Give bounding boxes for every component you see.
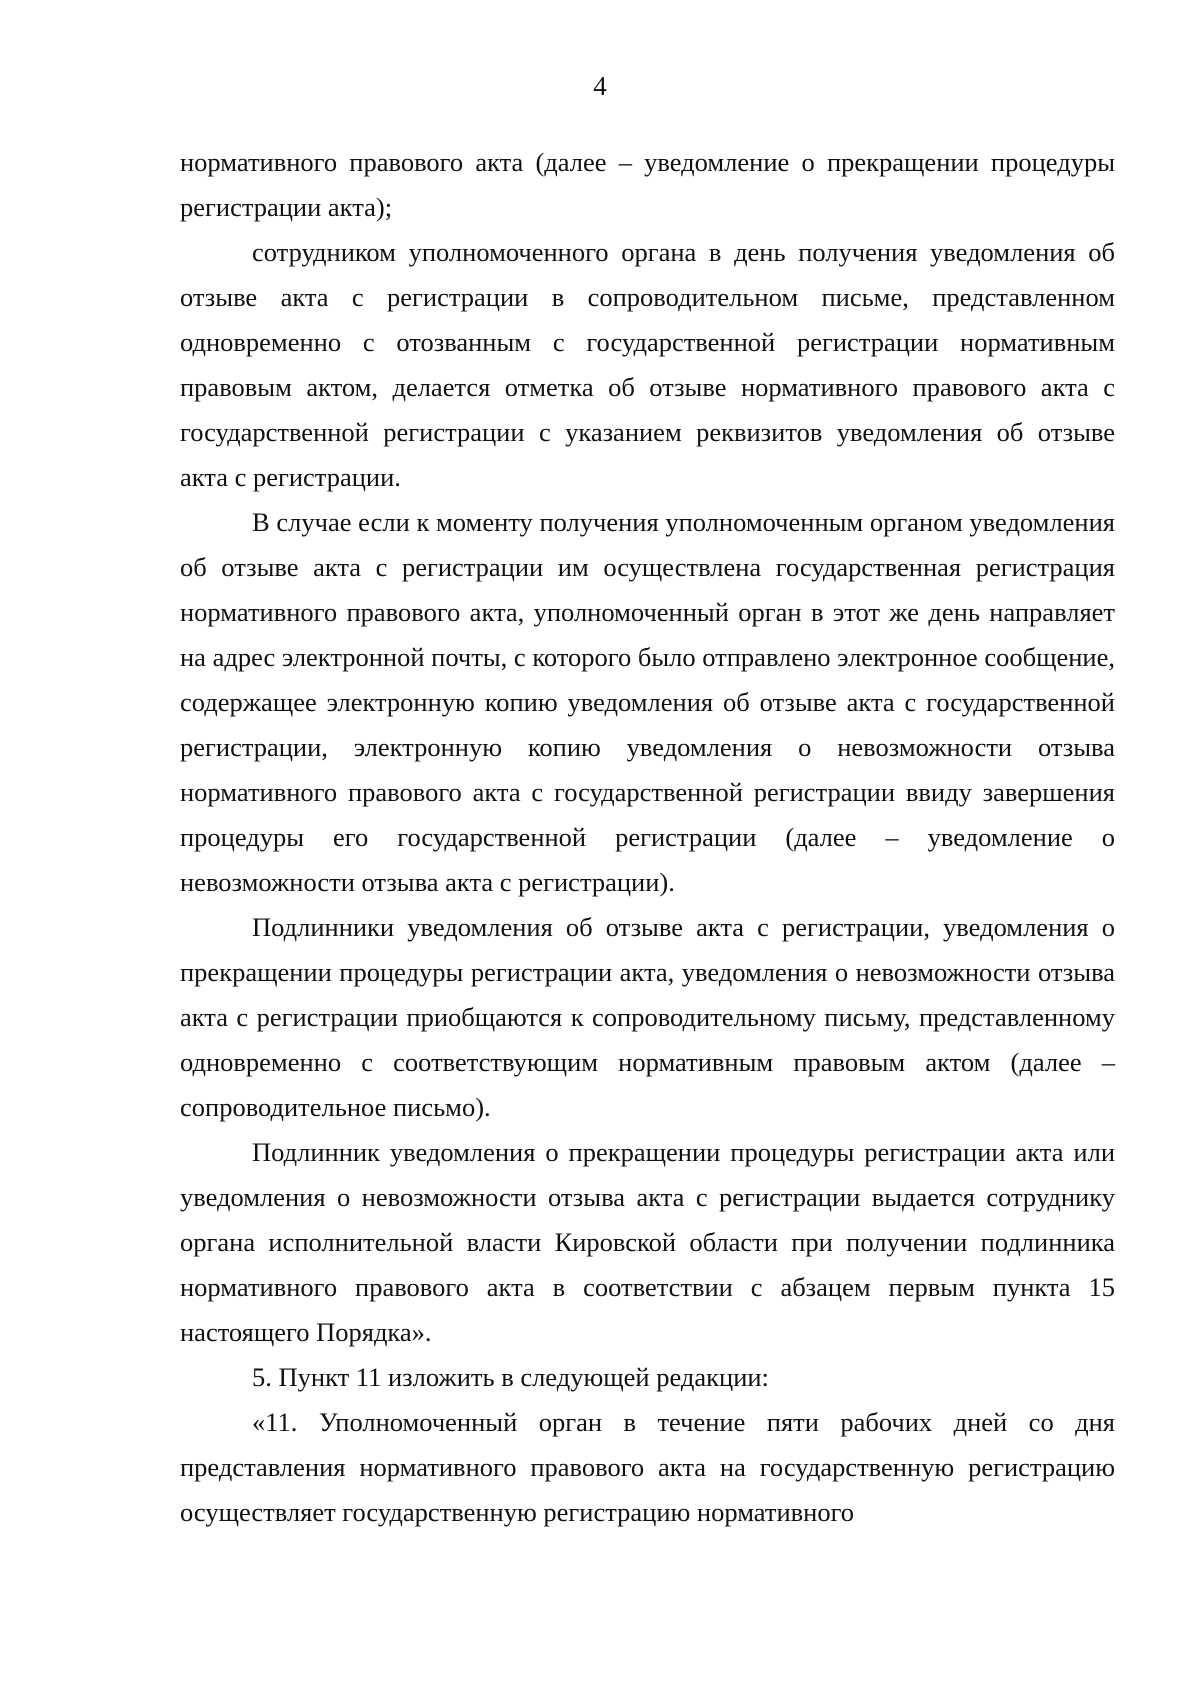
paragraph-5: Подлинник уведомления о прекращении процедуры регистрации акта или уведомления о невозможности отзыва акта с регистрации выдается сотруднику органа исполнительной власти Кировской области при получении подлинника нормативного правового акта в соответствии с абзацем первым пункта 15 настоящего Порядка».	[180, 1137, 1115, 1347]
paragraph-4: Подлинники уведомления об отзыве акта с регистрации, уведомления о прекращении процедуры регистрации акта, уведомления о невозможности отзыва акта с регистрации приобщаются к сопроводительному письму, представленному одновременно с соответствующим нормативным правовым актом (далее – сопроводительное письмо).	[180, 912, 1115, 1122]
paragraph-6: 5. Пункт 11 изложить в следующей редакции:	[252, 1362, 769, 1392]
paragraph-1: нормативного правового акта (далее – уведомление о прекращении процедуры регистрации акта);	[180, 147, 1115, 222]
page-number: 4	[593, 71, 607, 101]
paragraph-7: «11. Уполномоченный орган в течение пяти рабочих дней со дня представления нормативного правового акта на государственную регистрацию осуществляет государственную регистрацию нормативного	[180, 1407, 1115, 1527]
document-body	[180, 140, 1115, 1535]
paragraph-3: В случае если к моменту получения уполномоченным органом уведомления об отзыве акта с регистрации им осуществлена государственная регистрация нормативного правового акта, уполномоченный орган в этот же день направляет на адрес электронной почты, с которого было отправлено электронное сообщение, содержащее электронную копию уведомления об отзыве акта с государственной регистрации, электронную копию уведомления о невозможности отзыва нормативного правового акта с государственной регистрации ввиду завершения процедуры его государственной регистрации (далее – уведомление о невозможности отзыва акта с регистрации).	[180, 507, 1115, 897]
paragraph-2: сотрудником уполномоченного органа в день получения уведомления об отзыве акта с регистрации в сопроводительном письме, представленном одновременно с отозванным с государственной регистрации нормативным правовым актом, делается отметка об отзыве нормативного правового акта с государственной регистрации с указанием реквизитов уведомления об отзыве акта с регистрации.	[180, 237, 1115, 492]
